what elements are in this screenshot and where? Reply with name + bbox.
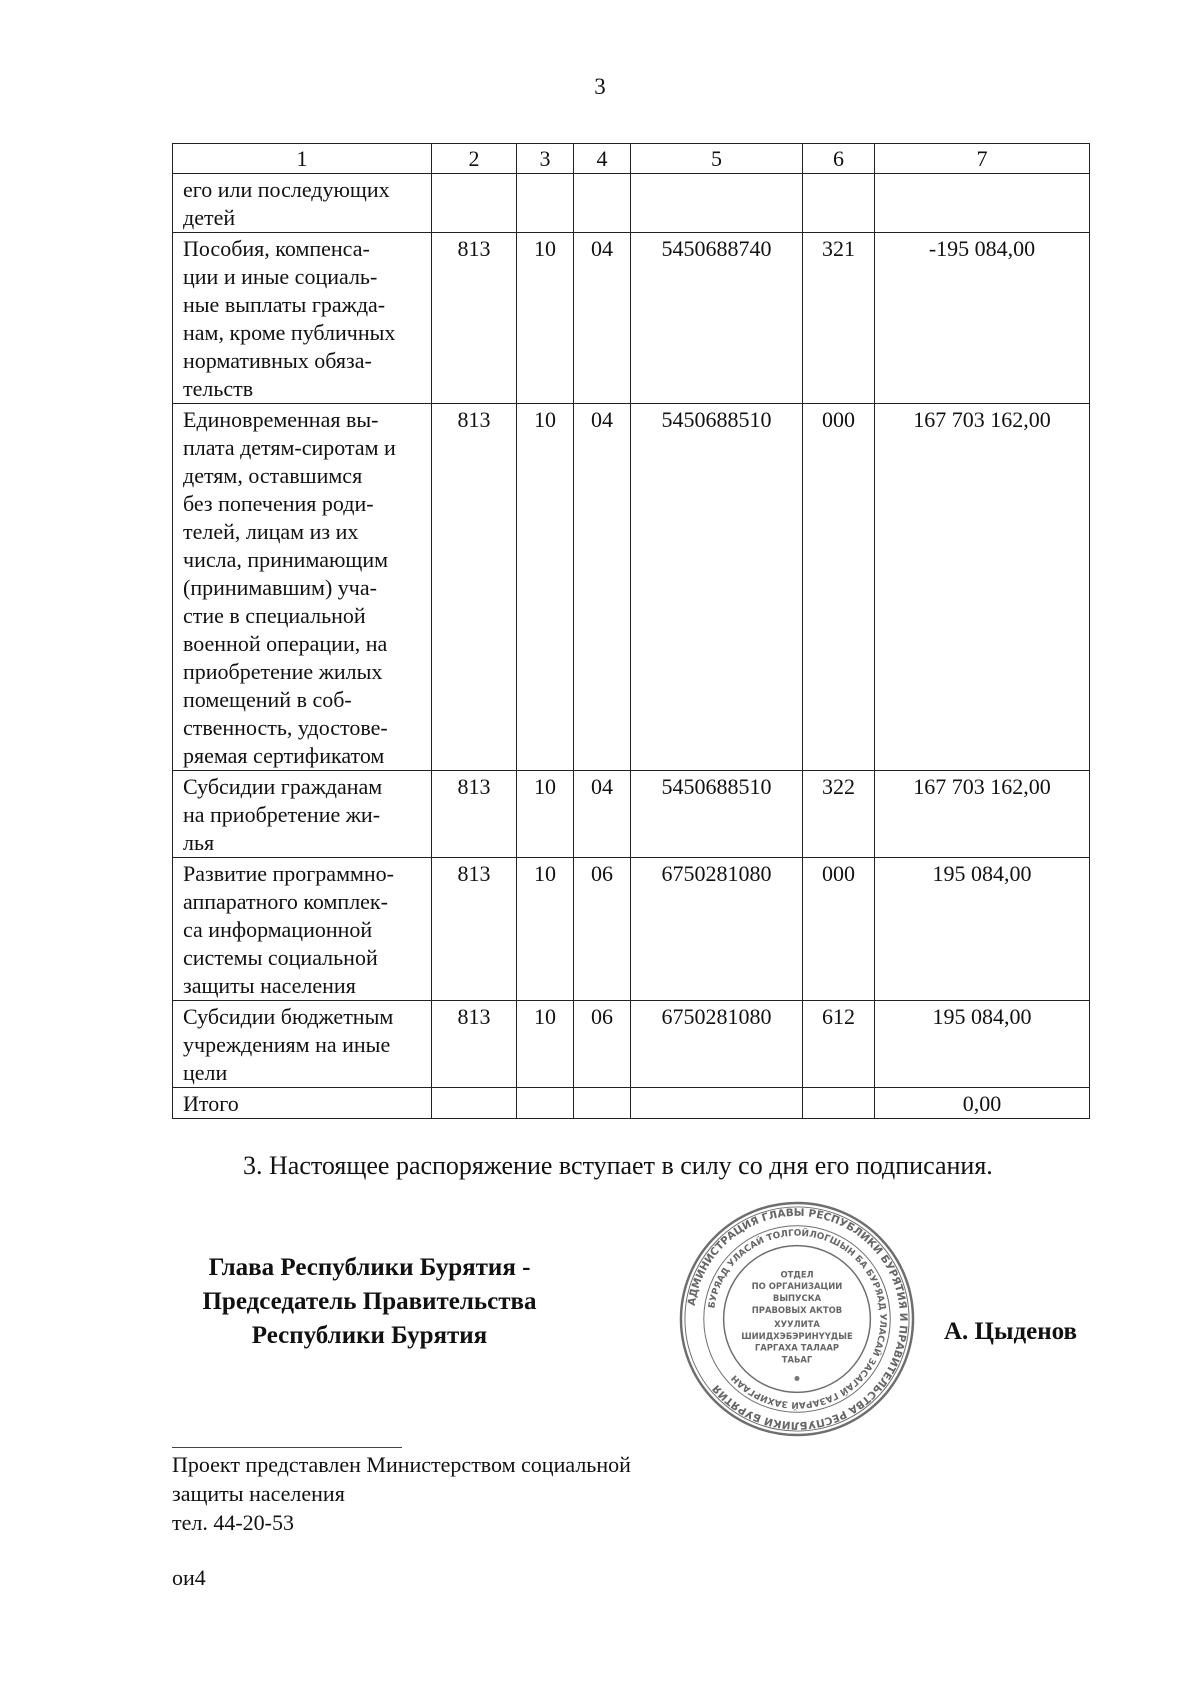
footnote-line: защиты населения [172, 1481, 345, 1506]
row-name-line: помещений в соб- [183, 687, 352, 712]
row-name-line: детям, оставшимся [183, 463, 363, 488]
signer-name: А. Цыденов [944, 1318, 1078, 1345]
svg-text:ШИИДХЭБЭРИНҮҮДЫЕ: ШИИДХЭБЭРИНҮҮДЫЕ [741, 1330, 853, 1341]
row-name-line: без попечения роди- [183, 491, 374, 516]
row-name-line: телей, лицам из их [183, 519, 359, 544]
footnote [172, 1450, 631, 1537]
signer-title-line: Глава Республики Бурятия - [208, 1254, 531, 1281]
row-cell-c4: 06 [574, 1001, 631, 1088]
footnote-line: Проект представлен Министерством социальной [172, 1452, 631, 1477]
column-header: 5 [631, 144, 803, 174]
svg-text:ТАЬАГ: ТАЬАГ [781, 1354, 813, 1365]
row-name-cell [173, 1088, 432, 1119]
row-cell-c2: 813 [432, 771, 517, 858]
row-cell-c2 [432, 1088, 517, 1119]
svg-text:АДМИНИСТРАЦИЯ ГЛАВЫ РЕСПУБЛИКИ: АДМИНИСТРАЦИЯ ГЛАВЫ РЕСПУБЛИКИ БУРЯТИЯ И ПРАВИТЕЛЬСТВА РЕСПУБЛИКИ БУРЯТИЯ [685, 1206, 910, 1432]
row-name-line: Субсидии бюджетным [183, 1004, 394, 1029]
row-name-line: аппаратного комплек- [183, 889, 388, 914]
document-code: ои4 [172, 1565, 206, 1590]
row-cell-c7: 195 084,00 [875, 1001, 1090, 1088]
row-cell-c5: 6750281080 [631, 858, 803, 1001]
row-name-line: са информационной [183, 917, 373, 942]
row-name-line: тельств [183, 376, 254, 401]
signer-title-line: Председатель Правительства [202, 1288, 537, 1315]
row-name-cell [173, 404, 432, 771]
row-name-line: на приобретение жи- [183, 802, 381, 827]
svg-text:ОТДЕЛ: ОТДЕЛ [780, 1269, 814, 1280]
row-cell-c3: 10 [517, 404, 574, 771]
column-header: 6 [803, 144, 875, 174]
row-cell-c3: 10 [517, 233, 574, 404]
row-cell-c6: 322 [803, 771, 875, 858]
row-cell-c3: 10 [517, 771, 574, 858]
budget-table [172, 143, 1090, 1119]
row-cell-c7: 167 703 162,00 [875, 404, 1090, 771]
column-header: 4 [574, 144, 631, 174]
row-name-line: учреждениям на иные [183, 1032, 391, 1057]
row-cell-c3: 10 [517, 1001, 574, 1088]
row-name-line: защиты населения [183, 973, 356, 998]
row-cell-c5 [631, 1088, 803, 1119]
row-cell-c6 [803, 174, 875, 233]
footnote-divider [172, 1447, 402, 1448]
table-header-row [173, 144, 1090, 174]
row-cell-c7: 167 703 162,00 [875, 771, 1090, 858]
row-name-cell [173, 771, 432, 858]
row-cell-c5 [631, 174, 803, 233]
row-cell-c5: 5450688510 [631, 404, 803, 771]
column-header: 7 [875, 144, 1090, 174]
row-cell-c2 [432, 174, 517, 233]
row-name-line: ственность, удостове- [183, 715, 388, 740]
clause-text: 3. Настоящее распоряжение вступает в силу со дня его подписания. [243, 1151, 993, 1180]
row-cell-c2: 813 [432, 858, 517, 1001]
svg-text:ГАРГАХА ТАЛААР: ГАРГАХА ТАЛААР [754, 1342, 840, 1353]
table-row [173, 1001, 1090, 1088]
row-name-line: его или последующих [183, 177, 390, 202]
row-cell-c7: 0,00 [875, 1088, 1090, 1119]
row-name-line: нормативных обяза- [183, 348, 372, 373]
row-cell-c5: 5450688510 [631, 771, 803, 858]
table-row [173, 233, 1090, 404]
row-cell-c4: 06 [574, 858, 631, 1001]
row-name-line: ные выплаты гражда- [183, 292, 386, 317]
row-name-line: Субсидии гражданам [183, 774, 383, 799]
table-body [173, 174, 1090, 1119]
signer-title-line: Республики Бурятия [251, 1322, 488, 1349]
row-name-line: цели [183, 1060, 228, 1085]
row-name-line: стие в специальной [183, 603, 366, 628]
row-name-line: приобретение жилых [183, 659, 383, 684]
row-cell-c4 [574, 174, 631, 233]
row-name-cell [173, 174, 432, 233]
row-name-line: Развитие программно- [183, 861, 395, 886]
footnote-line: тел. 44-20-53 [172, 1510, 295, 1535]
table-row [173, 404, 1090, 771]
row-cell-c2: 813 [432, 1001, 517, 1088]
row-cell-c5: 6750281080 [631, 1001, 803, 1088]
column-header: 2 [432, 144, 517, 174]
row-name-line: системы социальной [183, 945, 378, 970]
row-name-line: Единовременная вы- [183, 407, 379, 432]
row-name-cell [173, 858, 432, 1001]
row-cell-c6: 321 [803, 233, 875, 404]
row-cell-c3 [517, 174, 574, 233]
row-cell-c7: 195 084,00 [875, 858, 1090, 1001]
row-cell-c7: -195 084,00 [875, 233, 1090, 404]
svg-text:ВЫПУСКА: ВЫПУСКА [772, 1293, 822, 1304]
table-row [173, 858, 1090, 1001]
row-name-line: Пособия, компенса- [183, 236, 370, 261]
row-cell-c6 [803, 1088, 875, 1119]
row-cell-c4 [574, 1088, 631, 1119]
page-number: 3 [594, 74, 606, 99]
official-seal [678, 1200, 916, 1438]
row-name-cell [173, 233, 432, 404]
signer-title [172, 1251, 567, 1353]
row-cell-c3 [517, 1088, 574, 1119]
row-name-line: детей [183, 205, 236, 230]
table-row [173, 1088, 1090, 1119]
row-cell-c4: 04 [574, 771, 631, 858]
row-name-line: лья [183, 830, 215, 855]
row-name-line: ции и иные социаль- [183, 264, 378, 289]
table-row [173, 174, 1090, 233]
svg-text:ПО ОРГАНИЗАЦИИ: ПО ОРГАНИЗАЦИИ [751, 1281, 843, 1292]
table-row [173, 771, 1090, 858]
row-name-line: ряемая сертификатом [183, 743, 385, 768]
column-header: 3 [517, 144, 574, 174]
row-cell-c5: 5450688740 [631, 233, 803, 404]
row-name-line: нам, кроме публичных [183, 320, 396, 345]
row-cell-c6: 000 [803, 404, 875, 771]
row-name-line: (принимавшим) уча- [183, 575, 377, 600]
row-cell-c2: 813 [432, 233, 517, 404]
row-cell-c2: 813 [432, 404, 517, 771]
row-name-line: плата детям-сиротам и [183, 435, 396, 460]
column-header: 1 [173, 144, 432, 174]
svg-text:ПРАВОВЫХ АКТОВ: ПРАВОВЫХ АКТОВ [751, 1305, 843, 1316]
row-name-line: числа, принимающим [183, 547, 389, 572]
svg-text:ХУУЛИТА: ХУУЛИТА [774, 1318, 820, 1329]
row-name-cell [173, 1001, 432, 1088]
row-cell-c3: 10 [517, 858, 574, 1001]
row-cell-c4: 04 [574, 233, 631, 404]
svg-text:БУРЯАД УЛАСАЙ ТОЛГОЙЛОГШЫН БА: БУРЯАД УЛАСАЙ ТОЛГОЙЛОГШЫН БА БУРЯАД УЛАСАЙ ЗАСАГАЙ ГАЗАРАЙ ЗАХИРГААН [707, 1228, 888, 1410]
row-cell-c7 [875, 174, 1090, 233]
row-name-line: военной операции, на [183, 631, 388, 656]
row-cell-c4: 04 [574, 404, 631, 771]
row-name-line: Итого [183, 1091, 239, 1116]
seal-graphic [678, 1200, 916, 1438]
row-cell-c6: 612 [803, 1001, 875, 1088]
row-cell-c6: 000 [803, 858, 875, 1001]
